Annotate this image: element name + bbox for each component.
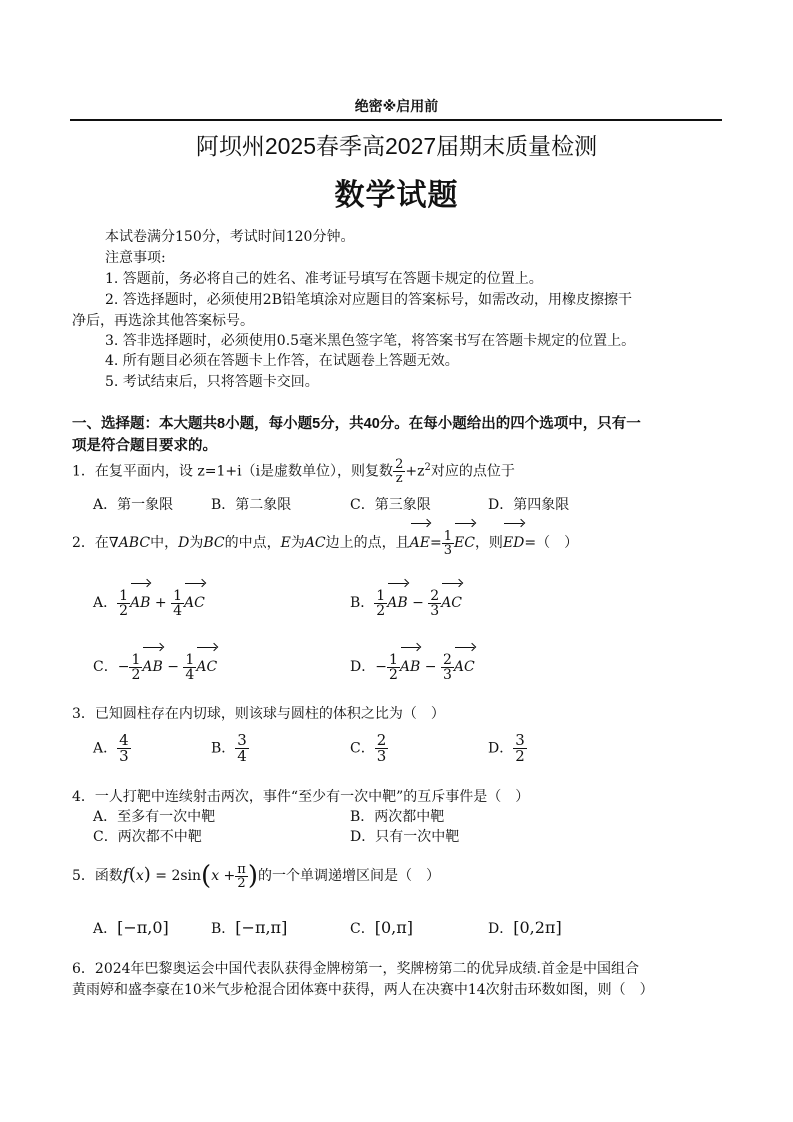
note-1: 1. 答题前，务必将自己的姓名、准考证号填写在答题卡规定的位置上。 xyxy=(105,271,543,287)
q1-fraction: $\frac{2}{z}$ xyxy=(395,457,404,487)
question-3: 3．已知圆柱存在内切球，则该球与圆柱的体积之比为（ ） xyxy=(72,706,445,722)
confidential-label: 绝密※启用前 xyxy=(354,98,439,114)
q5-option-a: A．[−π,0] xyxy=(93,918,169,937)
note-4: 4. 所有题目必须在答题卡上作答，在试题卷上答题无效。 xyxy=(105,353,459,369)
q2-option-c: C．− $\frac{1}{2}$ AB − $\frac{1}{4}$ AC xyxy=(93,651,218,683)
q5-option-d: D．[0,2π] xyxy=(488,918,562,937)
header-rule xyxy=(70,119,722,121)
score-line: 本试卷满分150分，考试时间120分钟。 xyxy=(105,229,355,245)
question-6-cont: 黄雨婷和盛李豪在10米气步枪混合团体赛中获得，两人在决赛中14次射击环数如图，则（ ） xyxy=(72,982,654,998)
question-6: 6．2024年巴黎奥运会中国代表队获得金牌榜第一，奖牌榜第二的优异成绩.首金是中国组合 xyxy=(72,961,639,977)
section-heading: 一、选择题：本大题共8小题，每小题5分，共40分。在每小题给出的四个选项中，只有一 xyxy=(72,416,641,432)
q1-option-b: B．第二象限 xyxy=(211,497,292,513)
q2-option-a: A． $\frac{1}{2}$ AB + $\frac{1}{4}$ AC xyxy=(93,587,205,619)
exam-title: 阿坝州2025春季高2027届期末质量检测 xyxy=(195,133,598,159)
q5-option-c: C．[0,π] xyxy=(350,918,413,937)
q4-option-b: B．两次都中靶 xyxy=(350,809,445,825)
q1-option-d: D．第四象限 xyxy=(488,497,570,513)
note-2: 2. 答选择题时，必须使用2B铅笔填涂对应题目的答案标号，如需改动，用橡皮擦擦干 xyxy=(105,292,633,308)
q2-option-b: B． $\frac{1}{2}$ AB − $\frac{2}{3}$ AC xyxy=(350,587,463,619)
q3-option-c: C． $\frac{2}{3}$ xyxy=(350,731,387,765)
notes-heading: 注意事项: xyxy=(105,250,166,266)
question-2: 2．在∇ABC中，D为BC的中点，E为AC边上的点，且AE= $\frac{1}{3}$ EC，则ED=（ ） xyxy=(72,528,579,558)
question-4: 4．一人打靶中连续射击两次，事件“至少有一次中靶”的互斥事件是（ ） xyxy=(72,789,530,805)
q1-option-a: A．第一象限 xyxy=(93,497,174,513)
q3-option-a: A． $\frac{4}{3}$ xyxy=(93,731,129,765)
question-5: 5．函数f(x) = 2sin(x + $\frac{\pi}{2}$ )的一个单调递增区间是（ ） xyxy=(72,861,440,891)
q4-option-c: C．两次都不中靶 xyxy=(93,829,202,845)
q3-option-b: B． $\frac{3}{4}$ xyxy=(211,731,247,765)
section-heading-cont: 项是符合题目要求的。 xyxy=(72,438,217,454)
note-2-cont: 净后，再选涂其他答案标号。 xyxy=(72,313,254,329)
q1-option-c: C．第三象限 xyxy=(350,497,431,513)
q2-option-d: D．− $\frac{1}{2}$ AB − $\frac{2}{3}$ AC xyxy=(350,651,475,683)
question-1: 1．在复平面内，设 z=1+i（i是虚数单位），则复数 $\frac{2}{z}$ $+z^2$对应的点位于 xyxy=(72,457,515,487)
q4-option-a: A．至多有一次中靶 xyxy=(93,809,216,825)
exam-subtitle: 数学试题 xyxy=(334,179,459,212)
note-5: 5. 考试结束后，只将答题卡交回。 xyxy=(105,374,319,390)
q4-option-d: D．只有一次中靶 xyxy=(350,829,460,845)
note-3: 3. 答非选择题时，必须使用0.5毫米黑色签字笔，将答案书写在答题卡规定的位置上。 xyxy=(105,333,636,349)
q3-option-d: D． $\frac{3}{2}$ xyxy=(488,731,525,765)
q5-option-b: B．[−π,π] xyxy=(211,918,288,937)
